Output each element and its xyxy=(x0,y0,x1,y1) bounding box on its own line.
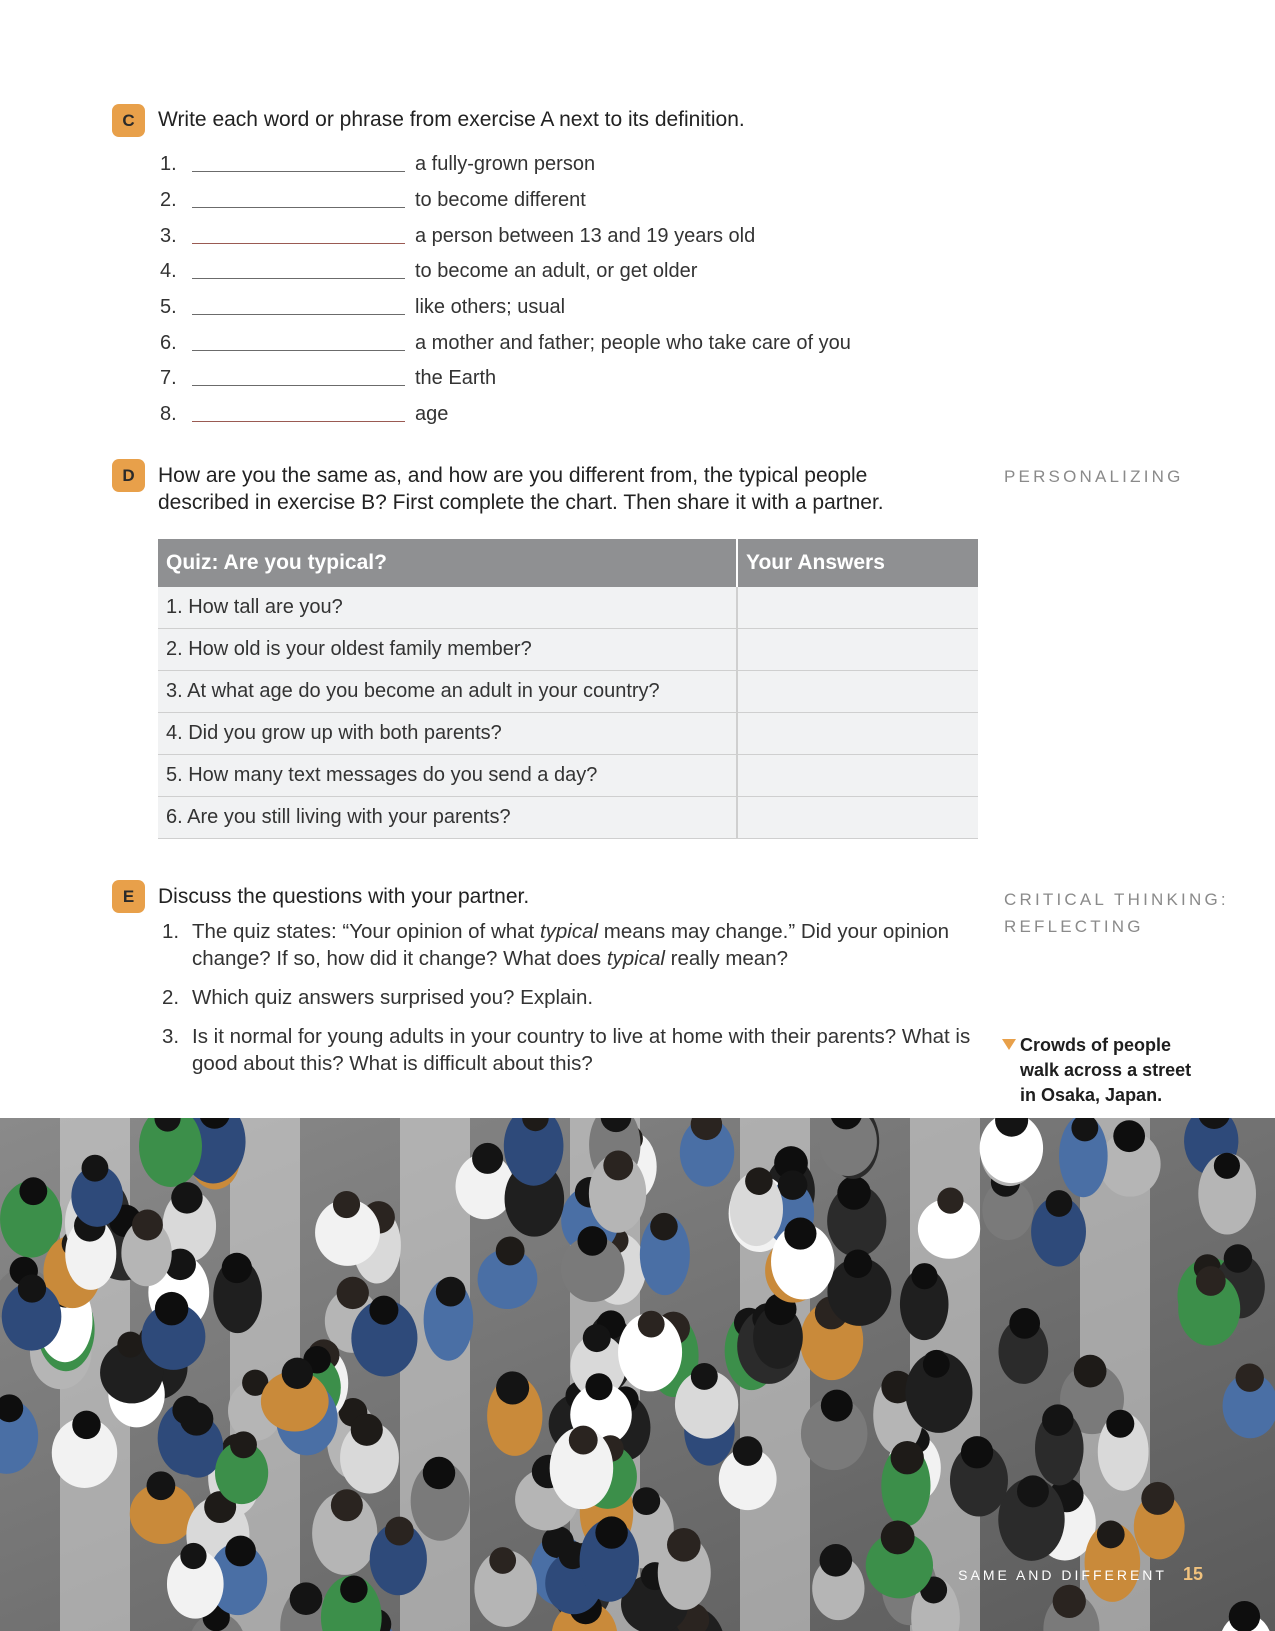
person-head xyxy=(1113,1120,1145,1152)
person-head xyxy=(1106,1410,1134,1438)
person-head xyxy=(472,1143,503,1174)
table-row xyxy=(158,755,978,797)
caption-line: in Osaka, Japan. xyxy=(1020,1085,1163,1105)
question-number: 1. xyxy=(162,920,180,943)
person-head xyxy=(290,1582,323,1615)
answer-blank[interactable] xyxy=(192,421,405,422)
person-head xyxy=(340,1575,367,1602)
person-head xyxy=(650,1213,678,1241)
person-head xyxy=(961,1436,993,1468)
person-head xyxy=(667,1528,701,1562)
person-head xyxy=(745,1167,773,1195)
exercise-c-instruction: Write each word or phrase from exercise A next to its definition. xyxy=(158,108,745,131)
person-head xyxy=(891,1441,924,1474)
exercise-d-instruction-line: described in exercise B? First complete the chart. Then share it with a partner. xyxy=(158,491,884,514)
quiz-question: 3. At what age do you become an adult in your country? xyxy=(158,671,737,713)
person-head xyxy=(489,1547,516,1574)
person-head xyxy=(632,1487,660,1515)
person-head xyxy=(577,1226,607,1256)
person-head xyxy=(1097,1521,1125,1549)
definition-list xyxy=(160,147,920,433)
question-text: Is it normal for young adults in your country to live at home with their parents? What is good about this? What is difficult about this? xyxy=(192,1025,971,1075)
definition-item xyxy=(160,183,920,219)
definition-item xyxy=(160,325,920,361)
person-head xyxy=(595,1516,627,1548)
person-head xyxy=(1009,1308,1040,1339)
person-head xyxy=(911,1263,937,1289)
person-head xyxy=(820,1544,853,1577)
definition-text: a fully-grown person xyxy=(415,153,596,176)
question-text-part: The quiz states: “Your opinion of what xyxy=(192,920,540,943)
quiz-header-row xyxy=(158,539,978,587)
person-head xyxy=(369,1296,398,1325)
table-row xyxy=(158,713,978,755)
definition-text: a mother and father; people who take care of you xyxy=(415,331,851,354)
person-head xyxy=(881,1520,915,1554)
definition-text: the Earth xyxy=(415,367,497,390)
table-row xyxy=(158,671,978,713)
quiz-header-answers: Your Answers xyxy=(737,539,978,587)
table-row xyxy=(158,797,978,839)
person-head xyxy=(603,1150,633,1180)
quiz-header-question: Quiz: Are you typical? xyxy=(158,539,737,587)
table-row xyxy=(158,587,978,629)
caption-line: Crowds of people xyxy=(1020,1035,1172,1055)
person-head xyxy=(72,1411,100,1439)
question-number: 3. xyxy=(162,1025,180,1048)
side-label-line: REFLECTING xyxy=(1004,917,1144,936)
italic-term: typical xyxy=(539,920,599,943)
answer-cell[interactable] xyxy=(737,713,978,755)
list-item xyxy=(162,984,972,1011)
person-head xyxy=(180,1543,206,1569)
person-head xyxy=(331,1489,363,1521)
person-head xyxy=(385,1517,414,1546)
person-head xyxy=(18,1274,46,1302)
answer-blank[interactable] xyxy=(192,171,405,172)
person-head xyxy=(1053,1585,1086,1618)
question-text-part: really mean? xyxy=(664,947,788,970)
photo-caption xyxy=(1002,1033,1212,1108)
person-head xyxy=(282,1358,313,1389)
definition-item xyxy=(160,147,920,183)
answer-cell[interactable] xyxy=(737,587,978,629)
person-head xyxy=(132,1210,163,1241)
person-head xyxy=(147,1471,176,1500)
person-head xyxy=(155,1292,188,1325)
answer-cell[interactable] xyxy=(737,671,978,713)
definition-number: 7. xyxy=(160,367,177,390)
definition-number: 8. xyxy=(160,403,177,426)
person-head xyxy=(222,1253,252,1283)
question-text: Which quiz answers surprised you? Explain. xyxy=(192,986,594,1009)
crowd-photo xyxy=(0,1118,1275,1631)
personalizing-label: PERSONALIZING xyxy=(1004,467,1184,486)
question-text xyxy=(192,918,972,972)
quiz-question: 1. How tall are you? xyxy=(158,587,737,629)
person-head xyxy=(1214,1153,1240,1179)
italic-term: typical xyxy=(606,947,665,970)
person-head xyxy=(583,1324,611,1352)
person-head xyxy=(691,1363,718,1390)
person-head xyxy=(778,1170,808,1200)
person-head xyxy=(496,1237,525,1266)
answer-blank[interactable] xyxy=(192,314,405,315)
answer-blank[interactable] xyxy=(192,278,405,279)
person-head xyxy=(496,1371,529,1404)
person-head xyxy=(337,1277,369,1309)
person-head xyxy=(1196,1266,1226,1296)
answer-blank[interactable] xyxy=(192,350,405,351)
quiz-question: 2. How old is your oldest family member? xyxy=(158,629,737,671)
quiz-question: 4. Did you grow up with both parents? xyxy=(158,713,737,755)
person-head xyxy=(19,1177,47,1205)
person-head xyxy=(225,1536,256,1567)
list-item xyxy=(162,918,972,972)
table-row xyxy=(158,629,978,671)
definition-item xyxy=(160,290,920,326)
definition-text: to become different xyxy=(415,189,586,212)
discussion-questions xyxy=(162,918,972,1089)
person-head xyxy=(585,1373,612,1400)
definition-item xyxy=(160,218,920,254)
person-head xyxy=(1229,1601,1260,1631)
person-head xyxy=(1141,1482,1174,1515)
exercise-c-badge: C xyxy=(112,104,145,137)
definition-number: 6. xyxy=(160,331,177,354)
caption-triangle-icon xyxy=(1002,1039,1016,1050)
answer-blank[interactable] xyxy=(192,243,405,244)
exercise-e-instruction: Discuss the questions with your partner. xyxy=(158,885,530,908)
exercise-d-badge: D xyxy=(112,459,145,492)
person-head xyxy=(937,1187,963,1213)
definition-text: a person between 13 and 19 years old xyxy=(415,224,756,247)
side-label-line: CRITICAL THINKING: xyxy=(1004,890,1229,909)
person-head xyxy=(82,1155,109,1182)
person-head xyxy=(1046,1190,1073,1217)
person-head xyxy=(1074,1355,1107,1388)
definition-item xyxy=(160,397,920,433)
definition-number: 3. xyxy=(160,224,177,247)
person-head xyxy=(180,1402,214,1436)
crowd-illustration xyxy=(0,1118,1275,1631)
definition-item xyxy=(160,254,920,290)
definition-text: like others; usual xyxy=(415,296,566,319)
person-head xyxy=(844,1250,872,1278)
answer-blank[interactable] xyxy=(192,385,405,386)
person-head xyxy=(837,1176,871,1210)
definition-text: age xyxy=(415,403,449,426)
person-head xyxy=(923,1351,950,1378)
definition-number: 5. xyxy=(160,296,177,319)
quiz-table xyxy=(158,539,978,839)
definition-number: 1. xyxy=(160,153,177,176)
exercise-d-instruction xyxy=(158,462,884,516)
answer-cell[interactable] xyxy=(737,797,978,839)
question-text-part: means may change.” Did your opinion change? If so, how did it change? What does xyxy=(192,920,950,970)
person-head xyxy=(638,1311,665,1338)
answer-blank[interactable] xyxy=(192,207,405,208)
person-head xyxy=(733,1436,763,1466)
definition-number: 4. xyxy=(160,260,177,283)
critical-thinking-label xyxy=(1004,886,1229,940)
person-head xyxy=(230,1431,257,1458)
answer-cell[interactable] xyxy=(737,755,978,797)
answer-cell[interactable] xyxy=(737,629,978,671)
definition-item xyxy=(160,361,920,397)
quiz-question: 6. Are you still living with your parents? xyxy=(158,797,737,839)
person-head xyxy=(1236,1364,1264,1392)
person-head xyxy=(423,1457,455,1489)
person-head xyxy=(1224,1244,1253,1273)
person-head xyxy=(333,1191,360,1218)
question-number: 2. xyxy=(162,986,180,1009)
page-number: 15 xyxy=(1182,1564,1203,1584)
person-head xyxy=(821,1390,853,1422)
person-head xyxy=(1017,1475,1049,1507)
person-head xyxy=(569,1426,598,1455)
list-item xyxy=(162,1023,972,1077)
person-head xyxy=(117,1332,143,1358)
person-head xyxy=(784,1218,816,1250)
definition-text: to become an adult, or get older xyxy=(415,260,698,283)
person-head xyxy=(436,1277,466,1307)
section-name: SAME AND DIFFERENT xyxy=(958,1567,1167,1583)
caption-line: walk across a street xyxy=(1020,1060,1192,1080)
person-head xyxy=(1042,1404,1074,1436)
person-head xyxy=(351,1414,383,1446)
page-footer xyxy=(958,1564,1203,1585)
exercise-d-instruction-line: How are you the same as, and how are you different from, the typical people xyxy=(158,464,868,487)
exercise-e-badge: E xyxy=(112,880,145,913)
person-head xyxy=(171,1182,202,1213)
definition-number: 2. xyxy=(160,189,177,212)
quiz-question: 5. How many text messages do you send a day? xyxy=(158,755,737,797)
